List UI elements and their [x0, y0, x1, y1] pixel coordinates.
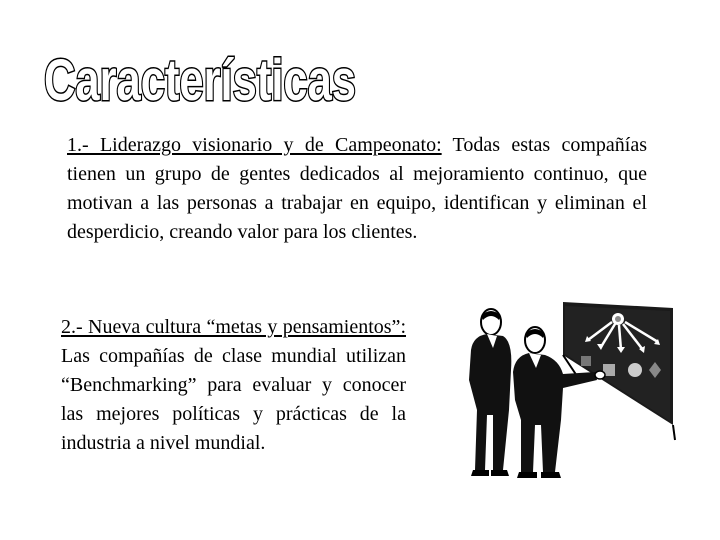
slide-title [40, 40, 360, 113]
point-2-paragraph [61, 313, 406, 458]
two-businessmen-at-strategy-board-icon [463, 300, 678, 480]
point-1-body: Todas estas compañías tienen un grupo de gentes dedicados al mejoramiento continuo, que motivan a las personas a trabajar en equipo, identifican y eliminan el desperdicio, creando valor para los clientes. [67, 134, 648, 243]
slide-title-text: Características [44, 48, 356, 113]
point-1-heading: 1.- Liderazgo visionario y de Campeonato: [67, 134, 442, 156]
businessman-left [469, 309, 511, 476]
point-2-heading: 2.- Nueva cultura “metas y pensamientos”: [61, 316, 406, 338]
point-2-body: Las compañías de clase mundial utilizan “Benchmarking” para evaluar y conocer las mejores políticas y prácticas de la industria a nivel mundial. [61, 345, 406, 454]
point-1-paragraph [67, 131, 647, 247]
strategy-board [563, 302, 675, 440]
